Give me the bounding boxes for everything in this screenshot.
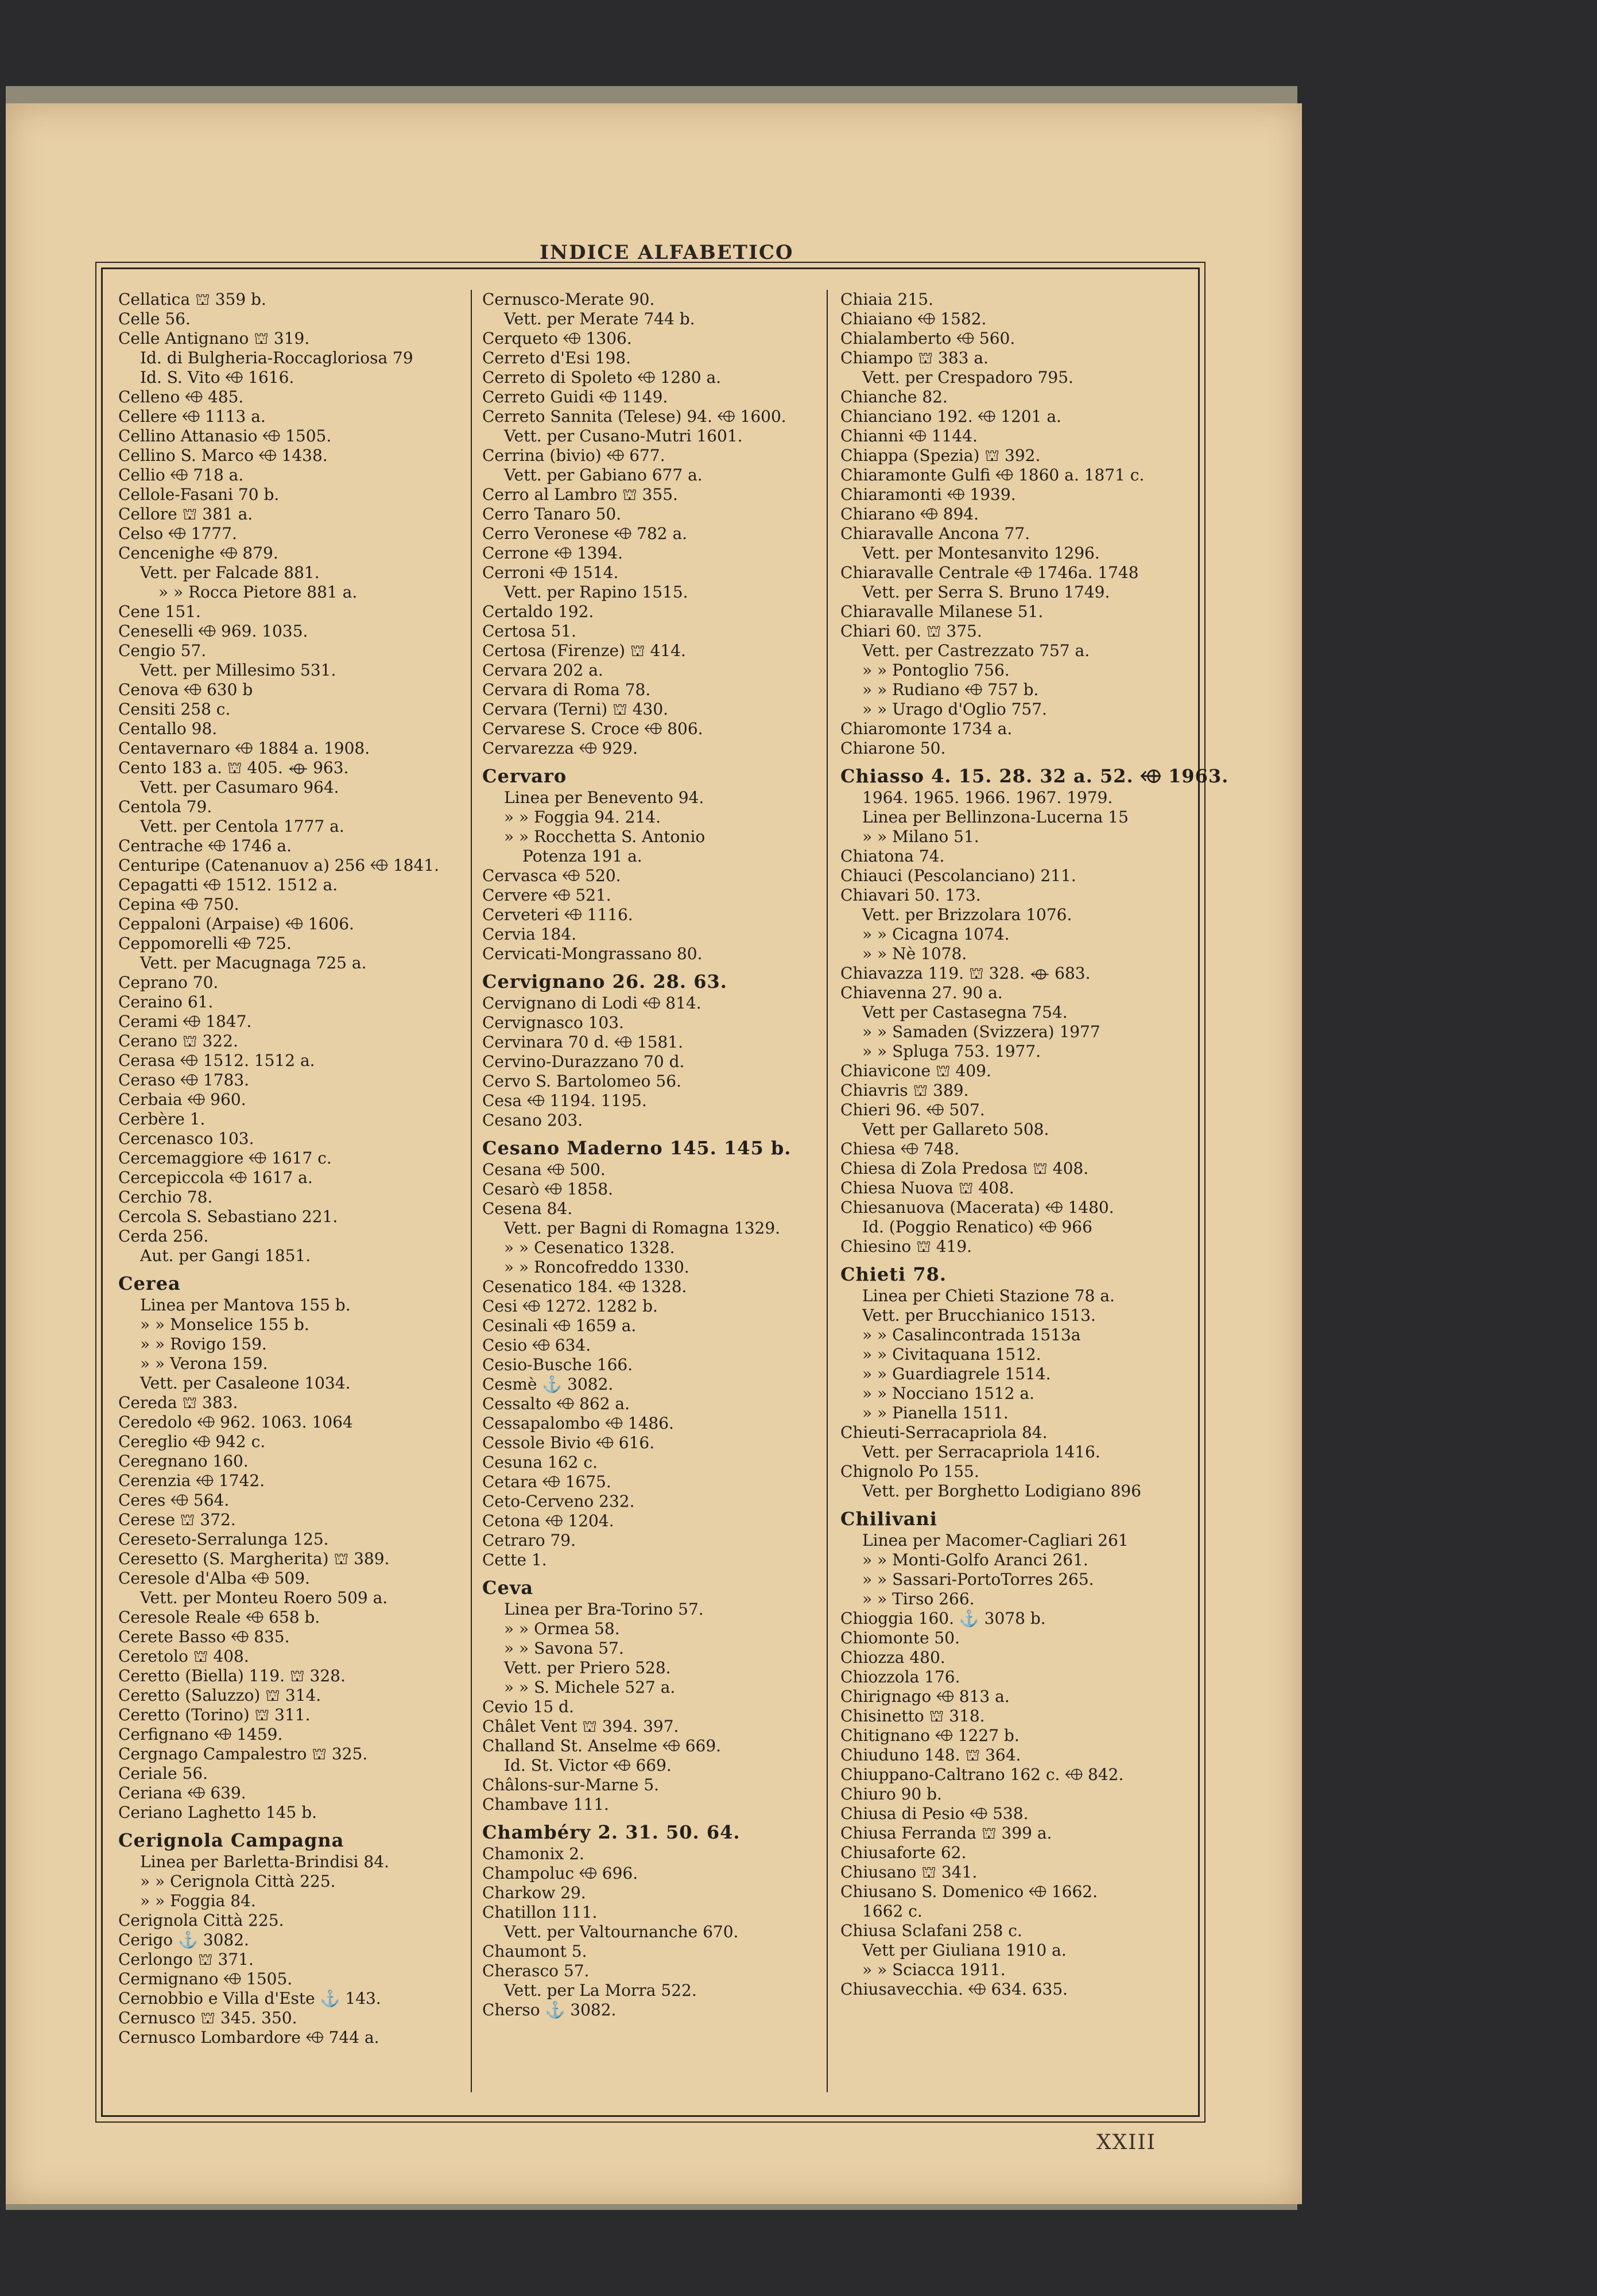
index-entry: Aut. per Gangi 1851. [140,1246,311,1265]
index-entry: Ceresole Reale ⬲ 658 b. [118,1608,320,1627]
index-entry: Chiavari 50. 173. [840,886,981,905]
index-entry: Chitignano ⬲ 1227 b. [840,1726,1020,1745]
index-entry: Vett. per Centola 1777 a. [140,817,344,836]
index-entry: Cellino Attanasio ⬲ 1505. [118,426,332,445]
index-entry: Cerami ⬲ 1847. [118,1012,252,1031]
index-entry: Cergnago Campalestro ⛫ 325. [118,1744,368,1763]
index-entry: Id. (Poggio Renatico) ⬲ 966 [862,1217,1092,1236]
index-entry: » » Urago d'Oglio 757. [862,700,1047,719]
index-entry: Chiusa Ferranda ⛫ 399 a. [840,1824,1052,1843]
index-entry: Cessole Bivio ⬲ 616. [482,1433,655,1452]
index-entry: Cerignola Città 225. [118,1911,284,1930]
index-entry: Chiesino ⛫ 419. [840,1237,972,1256]
index-entry: Chiaia 215. [840,290,933,309]
index-entry: Cene 151. [118,602,201,621]
index-entry: Chiuppano-Caltrano 162 c. ⬲ 842. [840,1765,1124,1784]
index-entry: Chiozza 480. [840,1648,945,1667]
index-entry: Vett. per Priero 528. [504,1658,671,1677]
index-entry: Cellole-Fasani 70 b. [118,485,280,504]
index-entry: Cerro Veronese ⬲ 782 a. [482,524,688,543]
index-entry: Cette 1. [482,1550,547,1569]
index-entry: Ceredolo ⬲ 962. 1063. 1064 [118,1413,353,1432]
index-entry: Cerro Tanaro 50. [482,505,622,523]
index-entry: Cesinali ⬲ 1659 a. [482,1316,637,1335]
index-entry: Cernusco-Merate 90. [482,290,655,309]
index-entry: Centrache ⬲ 1746 a. [118,836,292,855]
index-entry: Chiaromonte 1734 a. [840,719,1013,738]
index-entry: Linea per Bellinzona-Lucerna 15 [862,808,1129,827]
index-entry: Cereseto-Serralunga 125. [118,1530,329,1549]
index-entry: Ceriano Laghetto 145 b. [118,1803,317,1822]
index-entry: 1964. 1965. 1966. 1967. 1979. [862,788,1113,807]
index-entry: Vett. per Castrezzato 757 a. [862,641,1090,660]
index-entry: Id. St. Victor ⬲ 669. [504,1756,672,1775]
index-entry: Ceppaloni (Arpaise) ⬲ 1606. [118,914,354,933]
index-entry: Chiesa di Zola Predosa ⛫ 408. [840,1159,1089,1178]
index-entry: Cerreto d'Esi 198. [482,348,631,367]
index-entry: Cercemaggiore ⬲ 1617 c. [118,1149,332,1168]
index-entry: Cesmè ⚓ 3082. [482,1375,614,1394]
index-entry: Chiaiano ⬲ 1582. [840,309,987,328]
index-entry: Certaldo 192. [482,602,594,621]
index-entry: Ceneselli ⬲ 969. 1035. [118,622,308,641]
index-entry: Vett per Giuliana 1910 a. [862,1941,1067,1960]
index-entry: Ceraso ⬲ 1783. [118,1071,250,1089]
index-entry: Chiaravalle Milanese 51. [840,602,1044,621]
index-entry: Cepagatti ⬲ 1512. 1512 a. [118,875,338,894]
index-entry: Celso ⬲ 1777. [118,524,237,543]
index-entry: » » Cicagna 1074. [862,925,1010,944]
index-entry: Vett. per Gabiano 677 a. [504,466,703,484]
index-entry: Id. di Bulgheria-Roccagloriosa 79 [140,348,413,367]
index-entry: Cessapalombo ⬲ 1486. [482,1414,674,1433]
index-entry: Chignolo Po 155. [840,1462,979,1481]
index-heading: Cesano Maderno 145. 145 b. [482,1137,792,1159]
index-entry: Cerro al Lambro ⛫ 355. [482,485,678,504]
index-entry: Cervara (Terni) ⛫ 430. [482,700,669,719]
index-entry: Cernobbio e Villa d'Este ⚓ 143. [118,1989,381,2008]
index-entry: Cervarezza ⬲ 929. [482,739,638,758]
index-entry: Chiappa (Spezia) ⛫ 392. [840,446,1041,465]
index-entry: Vett. per Valtournanche 670. [504,1922,739,1941]
index-entry: Linea per Bra-Torino 57. [504,1600,704,1619]
index-entry: Celle 56. [118,309,191,328]
index-entry: Cerete Basso ⬲ 835. [118,1627,290,1646]
index-entry: Cento 183 a. ⛫ 405. ⬲ 963. [118,758,349,777]
index-entry: Chambave 111. [482,1795,609,1814]
index-entry: Linea per Mantova 155 b. [140,1296,351,1314]
index-entry: Chiatona 74. [840,847,945,866]
index-entry: Cesi ⬲ 1272. 1282 b. [482,1297,658,1316]
index-entry: Cerbère 1. [118,1110,206,1128]
index-entry: Cesio ⬲ 634. [482,1336,591,1355]
index-entry: Cerqueto ⬲ 1306. [482,329,632,348]
index-entry: Chiampo ⛫ 383 a. [840,348,989,367]
index-entry: Vett. per Macugnaga 725 a. [140,953,367,972]
index-entry: Ceretto (Torino) ⛫ 311. [118,1705,311,1724]
index-entry: Cerlongo ⛫ 371. [118,1950,254,1969]
index-entry: » » Sassari-PortoTorres 265. [862,1570,1094,1589]
index-entry: Chiaramonte Gulfi ⬲ 1860 a. 1871 c. [840,466,1145,484]
index-entry: Challand St. Anselme ⬲ 669. [482,1736,722,1755]
index-entry: Chiusavecchia. ⬲ 634. 635. [840,1980,1068,1999]
index-entry: Chiesa Nuova ⛫ 408. [840,1178,1014,1197]
index-entry: » » Rocca Pietore 881 a. [158,583,358,602]
index-entry: Centallo 98. [118,719,218,738]
index-entry: Certosa 51. [482,622,576,641]
index-entry: Ceto-Cerveno 232. [482,1492,635,1511]
index-entry: Cerrone ⬲ 1394. [482,544,623,563]
index-entry: Cerveteri ⬲ 1116. [482,905,633,924]
index-entry: » » Pianella 1511. [862,1403,1009,1422]
index-entry: Chianciano 192. ⬲ 1201 a. [840,407,1061,426]
index-entry: Chamonix 2. [482,1844,584,1863]
index-entry: Cernusco Lombardore ⬲ 744 a. [118,2028,379,2047]
index-entry: Ceres ⬲ 564. [118,1491,230,1510]
index-entry: Centavernaro ⬲ 1884 a. 1908. [118,739,370,758]
index-entry: Cellere ⬲ 1113 a. [118,407,266,426]
index-entry: Chiavicone ⛫ 409. [840,1061,991,1080]
index-entry: Chaumont 5. [482,1942,587,1961]
index-entry: Celle Antignano ⛫ 319. [118,329,310,348]
index-entry: Cetraro 79. [482,1531,576,1550]
index-entry: Cervere ⬲ 521. [482,886,611,905]
index-entry: Cerigo ⚓ 3082. [118,1930,249,1949]
index-entry: Vett. per Serra S. Bruno 1749. [862,583,1110,602]
index-entry: Chiavenna 27. 90 a. [840,983,1003,1002]
index-entry: Chirignago ⬲ 813 a. [840,1687,1010,1706]
column-divider [471,290,472,2092]
index-entry: Chiavris ⛫ 389. [840,1081,969,1100]
page-number: XXIII [1096,2131,1156,2154]
index-heading: Chilivani [840,1508,937,1530]
index-entry: Cerenzia ⬲ 1742. [118,1471,265,1490]
index-entry: Linea per Macomer-Cagliari 261 [862,1531,1129,1550]
index-entry: Cerreto Sannita (Telese) 94. ⬲ 1600. [482,407,786,426]
index-entry: Ceprano 70. [118,973,219,992]
index-entry: Cerrina (bivio) ⬲ 677. [482,446,665,465]
index-entry: » » Casalincontrada 1513a [862,1325,1081,1344]
index-entry: Cervarese S. Croce ⬲ 806. [482,719,703,738]
index-entry: Vett. per Merate 744 b. [504,309,695,328]
index-entry: Chialamberto ⬲ 560. [840,329,1015,348]
index-entry: » » Sciacca 1911. [862,1960,1006,1979]
index-entry: Linea per Benevento 94. [504,788,704,807]
index-entry: » » Rovigo 159. [140,1335,267,1353]
index-entry: Cesuna 162 c. [482,1453,598,1472]
index-entry: Cerchio 78. [118,1188,213,1207]
index-entry: » » Foggia 84. [140,1891,256,1910]
index-entry: Cengio 57. [118,641,207,660]
index-entry: » » Tirso 266. [862,1589,975,1608]
index-entry: Cesana ⬲ 500. [482,1160,606,1179]
index-entry: Cereda ⛫ 383. [118,1393,238,1412]
index-entry: Cercenasco 103. [118,1129,254,1148]
index-entry: Cesio-Busche 166. [482,1355,633,1374]
index-entry: Cervinara 70 d. ⬲ 1581. [482,1033,683,1052]
index-column-1 [118,290,463,2047]
index-entry: Ceppomorelli ⬲ 725. [118,934,292,953]
index-entry: Vett. per Rapino 1515. [504,583,688,602]
index-entry: Cerda 256. [118,1227,209,1246]
index-entry: Vett. per Casaleone 1034. [140,1374,351,1393]
index-entry: Cetona ⬲ 1204. [482,1511,614,1530]
index-heading: Chiasso 4. 15. 28. 32 a. 52. ⬲ 1963. [840,765,1229,787]
index-entry: Ceregnano 160. [118,1452,249,1471]
index-entry: » » Monselice 155 b. [140,1315,309,1334]
index-entry: Chiesa ⬲ 748. [840,1139,959,1158]
index-entry: Chianche 82. [840,387,948,406]
index-entry: Chiesanuova (Macerata) ⬲ 1480. [840,1198,1114,1217]
index-entry: » » Rocchetta S. Antonio [504,827,706,846]
index-entry: Champoluc ⬲ 696. [482,1864,638,1883]
index-heading: Chieti 78. [840,1263,947,1285]
index-entry: Cervia 184. [482,925,577,944]
index-entry: Ceraino 61. [118,992,214,1011]
index-entry: Chieuti-Serracapriola 84. [840,1423,1048,1442]
index-entry: Chiuduno 148. ⛫ 364. [840,1746,1021,1764]
index-entry: Ceriana ⬲ 639. [118,1783,246,1802]
index-entry: Cherso ⚓ 3082. [482,2000,617,2019]
index-entry: Censiti 258 c. [118,700,231,719]
index-heading: Cerignola Campagna [118,1829,344,1851]
index-entry: Chiarano ⬲ 894. [840,505,979,523]
index-entry: Cevio 15 d. [482,1697,574,1716]
index-entry: Linea per Chieti Stazione 78 a. [862,1286,1115,1305]
index-entry: Chiauci (Pescolanciano) 211. [840,866,1076,885]
index-entry: Vett. per Bagni di Romagna 1329. [504,1219,781,1238]
index-entry: Chieri 96. ⬲ 507. [840,1100,985,1119]
index-entry: Chiusaforte 62. [840,1843,967,1862]
index-entry: Cercola S. Sebastiano 221. [118,1207,338,1226]
index-entry: Cermignano ⬲ 1505. [118,1969,293,1988]
index-entry: Ceresole d'Alba ⬲ 509. [118,1569,310,1588]
index-entry: Vett. per Montesanvito 1296. [862,544,1100,563]
index-entry: Ceretto (Saluzzo) ⛫ 314. [118,1686,321,1705]
index-entry: » » Savona 57. [504,1639,624,1658]
index-heading: Ceva [482,1577,534,1599]
index-entry: Vett. per Crespadoro 795. [862,368,1073,387]
index-entry: Chianni ⬲ 1144. [840,426,978,445]
index-entry: Vett. per Millesimo 531. [140,661,336,680]
index-entry: Vett. per Casumaro 964. [140,778,339,797]
index-entry: Châlet Vent ⛫ 394. 397. [482,1717,679,1736]
index-entry: » » Nocciano 1512 a. [862,1384,1034,1403]
index-entry: Cellino S. Marco ⬲ 1438. [118,446,328,465]
index-entry: Chiuro 90 b. [840,1785,942,1804]
index-entry: 1662 c. [862,1902,922,1921]
index-entry: Cervicati-Mongrassano 80. [482,944,703,963]
index-entry: Cessalto ⬲ 862 a. [482,1394,630,1413]
index-entry: Cervo S. Bartolomeo 56. [482,1072,681,1091]
index-entry: » » Monti-Golfo Aranci 261. [862,1550,1088,1569]
index-entry: Chiusa di Pesio ⬲ 538. [840,1804,1029,1823]
index-entry: Ceresetto (S. Margherita) ⛫ 389. [118,1549,390,1568]
index-entry: Cerreto di Spoleto ⬲ 1280 a. [482,368,722,387]
index-entry: Cereglio ⬲ 942 c. [118,1432,266,1451]
index-entry: Linea per Barletta-Brindisi 84. [140,1852,389,1871]
index-entry: Chiozzola 176. [840,1667,960,1686]
index-entry: Cervasca ⬲ 520. [482,866,621,885]
index-entry: » » Guardiagrele 1514. [862,1364,1051,1383]
index-entry: Cervignasco 103. [482,1013,624,1032]
index-entry: Cellatica ⛫ 359 b. [118,290,266,309]
index-entry: Cerroni ⬲ 1514. [482,563,619,582]
index-entry: Cesano 203. [482,1111,583,1130]
index-entry: » » Pontoglio 756. [862,661,1010,680]
index-entry: Ceriale 56. [118,1764,208,1783]
index-entry: Certosa (Firenze) ⛫ 414. [482,641,686,660]
index-entry: Chiusa Sclafani 258 c. [840,1921,1022,1940]
index-entry: Chiusano S. Domenico ⬲ 1662. [840,1882,1098,1901]
index-entry: Vett. per Borghetto Lodigiano 896 [862,1481,1142,1500]
index-entry: Vett. per Cusano-Mutri 1601. [504,426,743,445]
index-entry: Chiavazza 119. ⛫ 328. ⬲ 683. [840,964,1091,983]
column-divider [827,290,828,2092]
index-entry: Vett. per Brucchianico 1513. [862,1306,1096,1325]
index-entry: » » Spluga 753. 1977. [862,1042,1041,1061]
index-entry: Vett. per Brizzolara 1076. [862,905,1072,924]
index-entry: Ceretto (Biella) 119. ⛫ 328. [118,1666,346,1685]
index-heading: Cerea [118,1273,181,1294]
index-entry: Chiomonte 50. [840,1628,960,1647]
index-column-2 [482,290,827,2020]
index-heading: Chambéry 2. 31. 50. 64. [482,1821,741,1843]
index-entry: » » Verona 159. [140,1354,268,1373]
index-entry: » » Ormea 58. [504,1619,620,1638]
index-entry: Vett per Gallareto 508. [862,1120,1049,1139]
index-entry: Cerasa ⬲ 1512. 1512 a. [118,1051,315,1070]
index-entry: Ceretolo ⛫ 408. [118,1647,249,1666]
index-entry: Châlons-sur-Marne 5. [482,1775,660,1794]
index-entry: Chatillon 111. [482,1903,598,1922]
index-entry: Chisinetto ⛫ 318. [840,1707,985,1725]
index-entry: Cesarò ⬲ 1858. [482,1180,614,1199]
index-entry: Cerreto Guidi ⬲ 1149. [482,387,668,406]
index-entry: Cerfignano ⬲ 1459. [118,1725,283,1744]
index-entry: Chiaramonti ⬲ 1939. [840,485,1016,504]
index-entry: Cencenighe ⬲ 879. [118,544,278,563]
index-entry: » » Cesenatico 1328. [504,1238,675,1257]
index-entry: Chiarone 50. [840,739,946,758]
index-entry: Cernusco ⛫ 345. 350. [118,2008,297,2027]
index-column-3 [840,290,1229,1999]
index-entry: Cervignano di Lodi ⬲ 814. [482,994,701,1013]
index-entry: Centola 79. [118,797,212,816]
index-entry: Cellore ⛫ 381 a. [118,505,253,523]
index-entry: » » Samaden (Svizzera) 1977 [862,1022,1100,1041]
index-entry: Cetara ⬲ 1675. [482,1472,611,1491]
index-entry: » » S. Michele 527 a. [504,1678,676,1697]
index-entry: Cervino-Durazzano 70 d. [482,1052,685,1071]
index-entry: Charkow 29. [482,1883,586,1902]
index-entry: Chioggia 160. ⚓ 3078 b. [840,1609,1046,1628]
index-entry: Vett. per La Morra 522. [504,1981,697,2000]
index-entry: Cerbaia ⬲ 960. [118,1090,246,1109]
index-heading: Cervignano 26. 28. 63. [482,971,727,992]
index-entry: » » Foggia 94. 214. [504,808,661,827]
index-entry: Cervara di Roma 78. [482,680,651,699]
index-heading: Cervaro [482,765,567,787]
index-entry: Potenza 191 a. [522,847,642,866]
index-entry: Cellio ⬲ 718 a. [118,466,244,484]
index-entry: Cepina ⬲ 750. [118,895,239,914]
index-entry: Vett. per Falcade 881. [140,563,320,582]
index-entry: » » Nè 1078. [862,944,967,963]
index-entry: Vett. per Serracapriola 1416. [862,1442,1100,1461]
index-entry: » » Roncofreddo 1330. [504,1258,689,1277]
index-entry: Cervara 202 a. [482,661,603,680]
page-header: INDICE ALFABETICO [540,241,794,264]
index-entry: Chiaravalle Ancona 77. [840,524,1030,543]
index-entry: Cenova ⬲ 630 b [118,680,253,699]
index-entry: Cerano ⛫ 322. [118,1031,238,1050]
index-entry: » » Rudiano ⬲ 757 b. [862,680,1039,699]
index-entry: » » Cerignola Città 225. [140,1872,336,1891]
index-entry: » » Civitaquana 1512. [862,1345,1041,1364]
index-entry: Cercepiccola ⬲ 1617 a. [118,1168,313,1187]
index-entry: Cesena 84. [482,1199,573,1218]
index-entry: Chiaravalle Centrale ⬲ 1746a. 1748 [840,563,1139,582]
index-entry: Id. S. Vito ⬲ 1616. [140,368,294,387]
index-entry: » » Milano 51. [862,827,979,846]
index-entry: Chiari 60. ⛫ 375. [840,622,982,641]
index-entry: Centuripe (Catenanuov a) 256 ⬲ 1841. [118,856,439,875]
index-entry: Cherasco 57. [482,1961,590,1980]
index-entry: Celleno ⬲ 485. [118,387,244,406]
index-entry: Cesenatico 184. ⬲ 1328. [482,1277,687,1296]
index-entry: Vett per Castasegna 754. [862,1003,1068,1022]
index-entry: Vett. per Monteu Roero 509 a. [140,1588,388,1607]
index-entry: Chiusano ⛫ 341. [840,1863,978,1882]
index-entry: Cerese ⛫ 372. [118,1510,236,1529]
index-entry: Cesa ⬲ 1194. 1195. [482,1091,647,1110]
